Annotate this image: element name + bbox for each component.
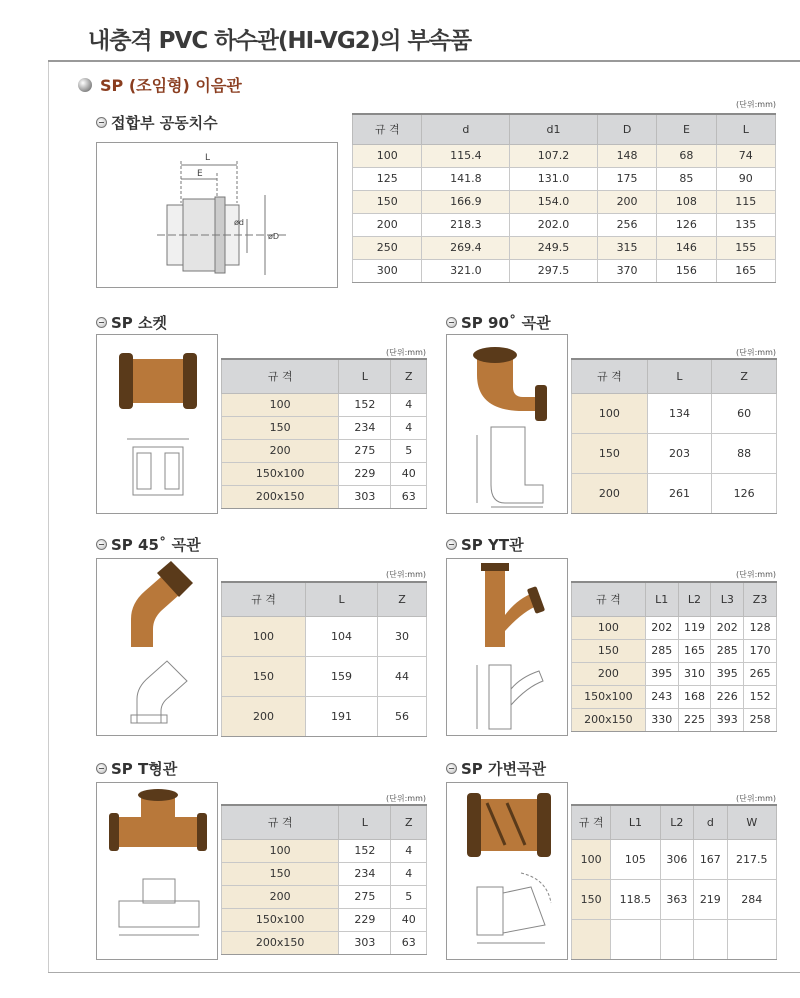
table-cell: 100 <box>222 393 339 416</box>
bullet-icon <box>96 539 107 550</box>
table-cell: 243 <box>645 685 678 708</box>
table-header-cell: W <box>727 805 776 839</box>
socket-image <box>96 334 218 514</box>
table-cell: 5 <box>391 885 427 908</box>
variable-spec-table <box>571 804 777 960</box>
table-cell: 126 <box>712 473 777 513</box>
table-row <box>572 433 777 473</box>
table-cell: 229 <box>339 462 391 485</box>
table-cell: 275 <box>339 439 391 462</box>
table-cell: 63 <box>391 485 427 508</box>
table-cell: 152 <box>339 839 391 862</box>
joint-title-label: 접합부 공동치수 <box>111 114 218 132</box>
elbow45-title-label: SP 45˚ 곡관 <box>111 536 201 554</box>
table-cell <box>611 919 660 959</box>
table-cell: 284 <box>727 879 776 919</box>
table-cell: 191 <box>306 696 378 736</box>
yt-title <box>446 534 524 555</box>
title-rule <box>48 60 800 62</box>
table-row <box>222 393 427 416</box>
table-cell: 395 <box>711 662 744 685</box>
table-cell: 330 <box>645 708 678 731</box>
elbow90-drawing <box>447 335 568 514</box>
table-cell: 234 <box>339 416 391 439</box>
table-cell: 306 <box>660 839 693 879</box>
table-cell: 155 <box>716 236 775 259</box>
table-cell: 63 <box>391 931 427 954</box>
table-cell: 370 <box>597 259 656 282</box>
table-row <box>353 236 776 259</box>
table-header-cell: E <box>657 114 716 144</box>
unit-label: (단위:mm) <box>736 570 776 579</box>
elbow90-title <box>446 312 551 333</box>
table-cell: 165 <box>716 259 775 282</box>
table-cell: 150x100 <box>222 462 339 485</box>
page-title: 내충격 PVC 하수관(HI-VG2)의 부속품 <box>88 28 472 54</box>
table-cell: 225 <box>678 708 711 731</box>
table-row <box>222 908 427 931</box>
table-cell: 234 <box>339 862 391 885</box>
tee-drawing <box>97 783 218 960</box>
joint-drawing <box>97 143 338 288</box>
table-header-row <box>222 805 427 839</box>
table-cell: 202.0 <box>510 213 598 236</box>
table-row <box>572 393 777 433</box>
table-header-cell: 규 격 <box>222 359 339 393</box>
table-header-cell: L1 <box>611 805 660 839</box>
table-cell: 152 <box>744 685 777 708</box>
table-header-cell: Z <box>377 582 426 616</box>
table-header-cell: 규 격 <box>572 359 648 393</box>
unit-label: (단위:mm) <box>386 570 426 579</box>
elbow45-image <box>96 558 218 736</box>
table-cell: 200 <box>597 190 656 213</box>
table-row <box>353 167 776 190</box>
table-cell: 119 <box>678 616 711 639</box>
section-bullet-icon <box>78 78 92 92</box>
table-cell: 315 <box>597 236 656 259</box>
table-row <box>572 662 777 685</box>
dim-label-L: L <box>205 153 211 163</box>
table-cell: 88 <box>712 433 777 473</box>
table-header-cell: L <box>306 582 378 616</box>
elbow45-title <box>96 534 201 555</box>
yt-spec-table <box>571 581 777 732</box>
table-header-cell: L3 <box>711 582 744 616</box>
table-cell: 200 <box>222 696 306 736</box>
joint-title <box>96 112 218 133</box>
table-cell: 100 <box>572 839 611 879</box>
table-header-row <box>222 582 427 616</box>
table-cell: 150 <box>572 639 646 662</box>
table-cell: 107.2 <box>510 144 598 167</box>
table-cell: 200x150 <box>222 485 339 508</box>
table-row <box>222 839 427 862</box>
table-row <box>353 144 776 167</box>
table-header-cell: Z3 <box>744 582 777 616</box>
table-row <box>222 696 427 736</box>
table-header-cell: 규 격 <box>222 582 306 616</box>
joint-spec-table <box>352 113 776 283</box>
table-header-cell: d <box>422 114 510 144</box>
table-cell: 285 <box>711 639 744 662</box>
tee-title-label: SP T형관 <box>111 760 178 778</box>
table-row <box>222 885 427 908</box>
elbow45-drawing <box>97 559 218 736</box>
bullet-icon <box>446 539 457 550</box>
table-row <box>572 708 777 731</box>
table-header-cell: L <box>339 805 391 839</box>
table-row <box>222 862 427 885</box>
table-row <box>353 190 776 213</box>
table-cell: 108 <box>657 190 716 213</box>
table-header-cell: L <box>716 114 775 144</box>
variable-drawing <box>447 783 568 960</box>
table-header-cell: Z <box>391 359 427 393</box>
table-cell: 226 <box>711 685 744 708</box>
table-header-cell: d1 <box>510 114 598 144</box>
table-cell: 156 <box>657 259 716 282</box>
table-cell: 56 <box>377 696 426 736</box>
table-header-cell: L <box>339 359 391 393</box>
bottom-rule <box>48 972 800 973</box>
table-cell: 249.5 <box>510 236 598 259</box>
unit-label: (단위:mm) <box>736 348 776 357</box>
tee-spec-table <box>221 804 427 955</box>
table-cell: 100 <box>572 393 648 433</box>
table-cell: 363 <box>660 879 693 919</box>
table-cell: 100 <box>353 144 422 167</box>
table-cell: 126 <box>657 213 716 236</box>
table-cell: 150 <box>572 433 648 473</box>
table-cell: 170 <box>744 639 777 662</box>
table-cell: 100 <box>222 839 339 862</box>
table-cell: 150 <box>222 416 339 439</box>
table-cell: 159 <box>306 656 378 696</box>
table-cell: 148 <box>597 144 656 167</box>
tee-title <box>96 758 177 779</box>
table-header-row <box>222 359 427 393</box>
table-cell: 115.4 <box>422 144 510 167</box>
table-header-row <box>572 805 777 839</box>
bullet-icon <box>96 317 107 328</box>
socket-spec-table <box>221 358 427 509</box>
table-cell: 303 <box>339 931 391 954</box>
table-row <box>572 616 777 639</box>
table-cell: 154.0 <box>510 190 598 213</box>
table-cell: 104 <box>306 616 378 656</box>
table-cell: 165 <box>678 639 711 662</box>
table-cell: 4 <box>391 839 427 862</box>
socket-title <box>96 312 167 333</box>
table-cell: 40 <box>391 908 427 931</box>
table-header-cell: 규 격 <box>572 582 646 616</box>
table-cell: 200 <box>222 439 339 462</box>
bullet-icon <box>96 117 107 128</box>
table-header-row <box>353 114 776 144</box>
table-row <box>353 213 776 236</box>
table-cell: 202 <box>645 616 678 639</box>
table-cell: 168 <box>678 685 711 708</box>
table-row <box>572 879 777 919</box>
table-row <box>572 685 777 708</box>
yt-title-label: SP YT관 <box>461 536 524 554</box>
table-cell: 200 <box>572 473 648 513</box>
table-row <box>222 616 427 656</box>
table-header-cell: L2 <box>678 582 711 616</box>
table-cell: 44 <box>377 656 426 696</box>
table-cell: 258 <box>744 708 777 731</box>
bullet-icon <box>446 763 457 774</box>
table-cell: 105 <box>611 839 660 879</box>
table-cell: 125 <box>353 167 422 190</box>
unit-label: (단위:mm) <box>386 348 426 357</box>
unit-label: (단위:mm) <box>736 100 776 109</box>
table-cell: 297.5 <box>510 259 598 282</box>
table-cell: 250 <box>353 236 422 259</box>
table-header-cell: L1 <box>645 582 678 616</box>
table-cell: 200 <box>353 213 422 236</box>
table-cell: 200x150 <box>222 931 339 954</box>
table-cell: 285 <box>645 639 678 662</box>
dim-label-D: øD <box>268 232 280 241</box>
main-section-title <box>78 73 242 96</box>
table-header-cell: D <box>597 114 656 144</box>
table-cell: 60 <box>712 393 777 433</box>
dim-label-d: ød <box>234 218 244 227</box>
bullet-icon <box>446 317 457 328</box>
table-cell: 166.9 <box>422 190 510 213</box>
table-cell: 200 <box>222 885 339 908</box>
table-cell: 150 <box>222 862 339 885</box>
table-cell <box>694 919 727 959</box>
table-row <box>222 462 427 485</box>
table-header-cell: 규 격 <box>222 805 339 839</box>
table-cell: 300 <box>353 259 422 282</box>
table-cell <box>727 919 776 959</box>
table-row <box>572 839 777 879</box>
table-cell: 219 <box>694 879 727 919</box>
table-cell: 5 <box>391 439 427 462</box>
socket-drawing <box>97 335 218 514</box>
table-header-row <box>572 582 777 616</box>
table-cell: 90 <box>716 167 775 190</box>
table-cell: 152 <box>339 393 391 416</box>
table-cell: 150x100 <box>222 908 339 931</box>
table-header-cell: Z <box>712 359 777 393</box>
socket-title-label: SP 소켓 <box>111 314 167 332</box>
table-cell: 229 <box>339 908 391 931</box>
variable-title-label: SP 가변곡관 <box>461 760 546 778</box>
table-cell: 265 <box>744 662 777 685</box>
table-header-cell: 규 격 <box>353 114 422 144</box>
table-cell: 100 <box>222 616 306 656</box>
table-row <box>222 485 427 508</box>
table-row <box>353 259 776 282</box>
unit-label: (단위:mm) <box>386 794 426 803</box>
table-cell: 100 <box>572 616 646 639</box>
unit-label: (단위:mm) <box>736 794 776 803</box>
table-cell: 141.8 <box>422 167 510 190</box>
table-row <box>222 439 427 462</box>
table-cell: 74 <box>716 144 775 167</box>
table-cell: 303 <box>339 485 391 508</box>
table-row <box>222 931 427 954</box>
table-cell: 200x150 <box>572 708 646 731</box>
table-cell: 167 <box>694 839 727 879</box>
table-cell: 30 <box>377 616 426 656</box>
main-section-label: SP (조임형) 이음관 <box>100 76 242 95</box>
table-cell: 131.0 <box>510 167 598 190</box>
table-cell: 118.5 <box>611 879 660 919</box>
table-cell: 261 <box>647 473 712 513</box>
table-cell <box>660 919 693 959</box>
table-cell: 150 <box>222 656 306 696</box>
table-cell: 275 <box>339 885 391 908</box>
yt-image <box>446 558 568 736</box>
bullet-icon <box>96 763 107 774</box>
table-cell: 202 <box>711 616 744 639</box>
table-cell: 4 <box>391 393 427 416</box>
table-cell: 218.3 <box>422 213 510 236</box>
table-header-cell: L <box>647 359 712 393</box>
table-header-cell: 규 격 <box>572 805 611 839</box>
table-cell: 203 <box>647 433 712 473</box>
table-cell: 150 <box>353 190 422 213</box>
table-cell: 85 <box>657 167 716 190</box>
tee-image <box>96 782 218 960</box>
left-rule <box>48 62 49 972</box>
elbow45-spec-table <box>221 581 427 737</box>
variable-image <box>446 782 568 960</box>
table-cell: 217.5 <box>727 839 776 879</box>
table-row <box>572 919 777 959</box>
table-header-cell: Z <box>391 805 427 839</box>
joint-diagram <box>96 142 338 288</box>
variable-title <box>446 758 546 779</box>
table-header-cell: d <box>694 805 727 839</box>
table-cell: 135 <box>716 213 775 236</box>
table-cell: 134 <box>647 393 712 433</box>
table-header-row <box>572 359 777 393</box>
table-cell: 68 <box>657 144 716 167</box>
table-cell: 395 <box>645 662 678 685</box>
table-row <box>572 473 777 513</box>
table-cell: 310 <box>678 662 711 685</box>
table-row <box>222 656 427 696</box>
table-row <box>572 639 777 662</box>
table-header-cell: L2 <box>660 805 693 839</box>
table-cell: 256 <box>597 213 656 236</box>
table-row <box>222 416 427 439</box>
elbow90-title-label: SP 90˚ 곡관 <box>461 314 551 332</box>
table-cell: 40 <box>391 462 427 485</box>
table-cell: 269.4 <box>422 236 510 259</box>
table-cell: 115 <box>716 190 775 213</box>
table-cell: 146 <box>657 236 716 259</box>
table-cell: 175 <box>597 167 656 190</box>
table-cell: 4 <box>391 416 427 439</box>
table-cell: 4 <box>391 862 427 885</box>
table-cell: 128 <box>744 616 777 639</box>
elbow90-image <box>446 334 568 514</box>
table-cell: 150 <box>572 879 611 919</box>
table-cell: 321.0 <box>422 259 510 282</box>
dim-label-E: E <box>197 169 203 179</box>
table-cell: 200 <box>572 662 646 685</box>
table-cell <box>572 919 611 959</box>
table-cell: 393 <box>711 708 744 731</box>
elbow90-spec-table <box>571 358 777 514</box>
yt-drawing <box>447 559 568 736</box>
table-cell: 150x100 <box>572 685 646 708</box>
